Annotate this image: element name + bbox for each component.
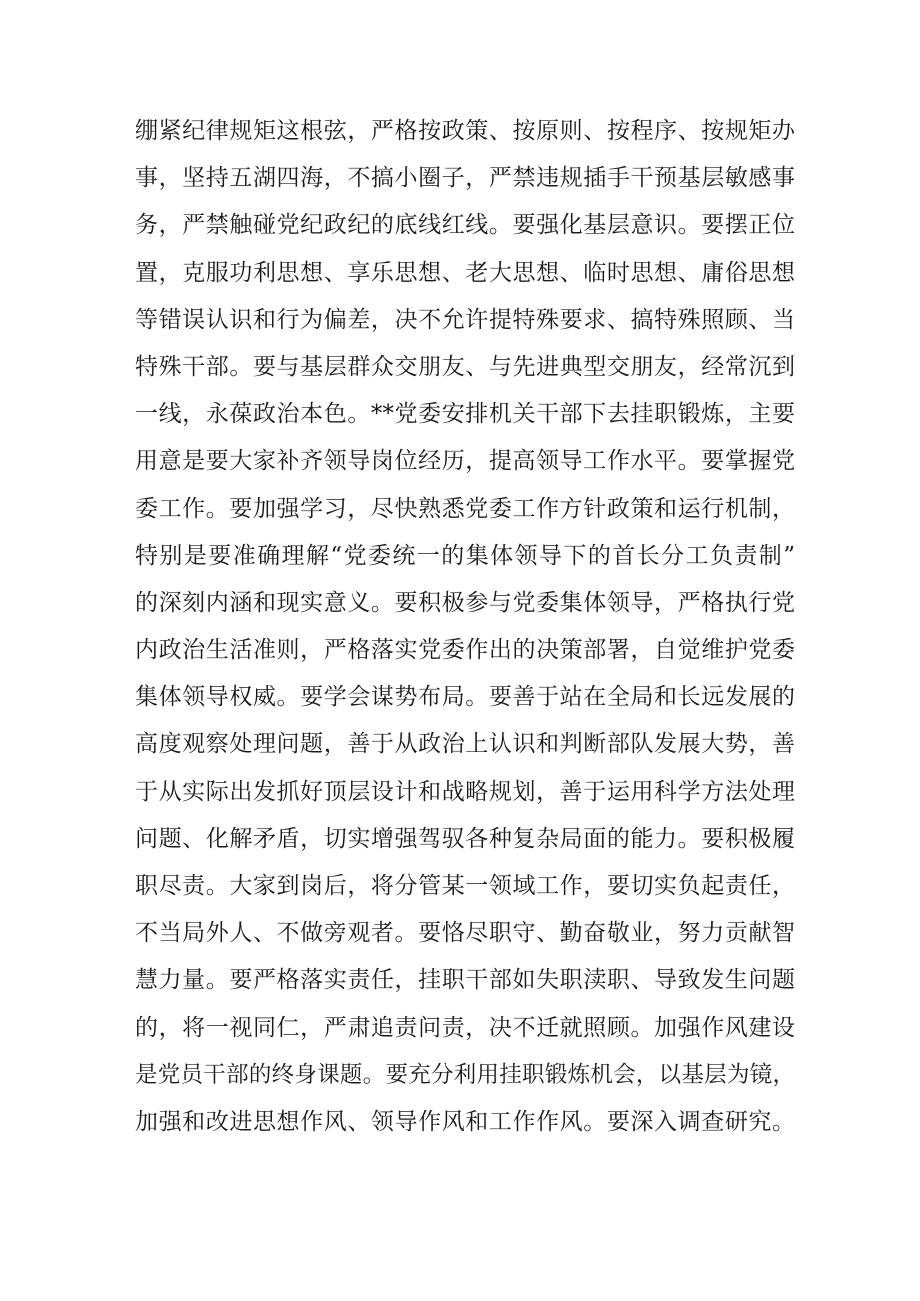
text-line: 一线，永葆政治本色。**党委安排机关干部下去挂职锻炼，主要: [135, 401, 795, 428]
text-line: 内政治生活准则，严格落实党委作出的决策部署，自觉维护党委: [135, 637, 795, 664]
text-line: 置，克服功利思想、享乐思想、老大思想、临时思想、庸俗思想: [135, 259, 795, 286]
text-line: 加强和改进思想作风、领导作风和工作作风。要深入调查研究。: [135, 1108, 795, 1135]
text-line: 绷紧纪律规矩这根弦，严格按政策、按原则、按程序、按规矩办: [135, 118, 795, 144]
text-line: 的，将一视同仁，严肃追责问责，决不迁就照顾。加强作风建设: [135, 1014, 795, 1041]
text-line: 高度观察处理问题，善于从政治上认识和判断部队发展大势，善: [135, 731, 795, 758]
text-line: 是党员干部的终身课题。要充分利用挂职锻炼机会，以基层为镜，: [135, 1061, 795, 1088]
text-line: 务，严禁触碰党纪政纪的底线红线。要强化基层意识。要摆正位: [135, 212, 795, 239]
text-line: 不当局外人、不做旁观者。要恪尽职守、勤奋敬业，努力贡献智: [135, 920, 795, 947]
text-line: 慧力量。要严格落实责任，挂职干部如失职渎职、导致发生问题: [135, 967, 795, 994]
text-line: 职尽责。大家到岗后，将分管某一领域工作，要切实负起责任，: [135, 873, 795, 899]
body-text: [135, 108, 795, 1146]
text-line: 问题、化解矛盾，切实增强驾驭各种复杂局面的能力。要积极履: [135, 825, 795, 852]
text-line: 特殊干部。要与基层群众交朋友、与先进典型交朋友，经常沉到: [135, 353, 795, 380]
text-line: 等错误认识和行为偏差，决不允许提特殊要求、搞特殊照顾、当: [135, 306, 795, 333]
text-line: 事，坚持五湖四海，不搞小圈子，严禁违规插手干预基层敏感事: [135, 165, 795, 192]
text-line: 特别是要准确理解“党委统一的集体领导下的首长分工负责制”: [135, 542, 795, 569]
text-line: 委工作。要加强学习，尽快熟悉党委工作方针政策和运行机制，: [135, 495, 795, 522]
text-line: 集体领导权威。要学会谋势布局。要善于站在全局和长远发展的: [135, 684, 795, 711]
text-line: 于从实际出发抓好顶层设计和战略规划，善于运用科学方法处理: [135, 778, 795, 805]
text-line: 的深刻内涵和现实意义。要积极参与党委集体领导，严格执行党: [135, 589, 795, 616]
text-line: 用意是要大家补齐领导岗位经历，提高领导工作水平。要掌握党: [135, 448, 795, 475]
